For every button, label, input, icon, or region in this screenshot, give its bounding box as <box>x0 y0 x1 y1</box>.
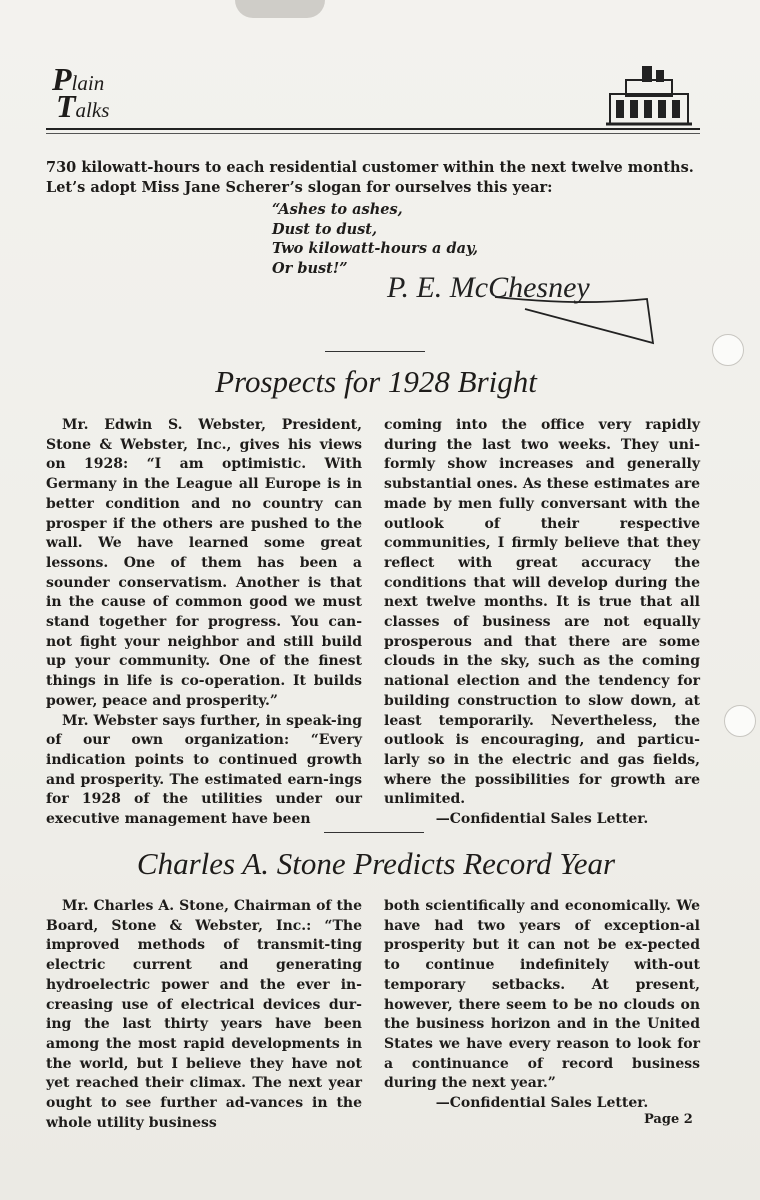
header-rule-thin <box>46 133 700 134</box>
article1-title: Prospects for 1928 Bright <box>215 364 537 399</box>
binder-hole-top <box>712 334 744 366</box>
slogan-verse: “Ashes to ashes, Dust to dust, Two kilowatt-hours a day, Or bust!” <box>272 201 479 277</box>
intro-text: 730 kilowatt-hours to each residential customer within the next twelve months. Let’s adopt Miss Jane Scherer’s slogan for ourselves this year: <box>46 159 694 196</box>
plain-talks-logo: Plain Talks <box>52 61 110 124</box>
page-number: Page 2 <box>644 1112 693 1127</box>
signature <box>385 265 655 345</box>
torn-corner <box>235 0 325 18</box>
article1-left-column: Mr. Edwin S. Webster, President, Stone & Webster, Inc., gives his views on 1928: “I am optimistic. With Germany in the League all Europe is in better condition and no country can prosper if the others are pushed to the wall. We have learned some great lessons. One of them has been a sounder conservatism. Another is that in the cause of common good we must stand together for progress. You can-not fight your neighbor and still build up your community. One of the finest things in life is co-operation. It builds power, peace and prosperity.” Mr. Webster says further, in speak-ing of our own organization: “Every indication points to continued growth and prosperity. The estimated earn-ings for 1928 of the utilities under our executive management have been <box>46 417 362 828</box>
article2-right-column: both scientifically and economically. We have had two years of exception-al prosperity but it can not be ex-pected to continue indefinitely with-out temporary setbacks. At present, however, there seem to be no clouds on the business horizon and in the United States we have every reason to look for a continuance of record business during the next year.” —Confidential Sales Letter. <box>384 897 700 1114</box>
section-divider-1 <box>325 351 425 352</box>
article1-right-column: coming into the office very rapidly during the last two weeks. They uni-formly show increases and generally substantial ones. As these estimates are made by men fully conversant with the outlook of their respective communities, I firmly believe that they reflect with great accuracy the conditions that will develop during the next twelve months. It is true that all classes of business are not equally prosperous and that there are some clouds in the sky, such as the coming national election and the tendency for building construction to slow down, at least temporarily. Nevertheless, the outlook is encouraging, and particu-larly so in the electric and gas fields, where the possibilities for growth are unlimited. —Confidential Sales Letter. <box>384 416 700 830</box>
power-plant-building-icon <box>606 64 692 128</box>
svg-text:P. E. McChesney: P. E. McChesney <box>387 271 590 304</box>
masthead <box>46 61 700 134</box>
article2-title: Charles A. Stone Predicts Record Year <box>136 846 616 881</box>
section-divider-2 <box>324 832 424 833</box>
article1-credit: —Confidential Sales Letter. <box>435 811 649 828</box>
article2-credit: —Confidential Sales Letter. <box>435 1095 649 1112</box>
header-rule <box>46 128 700 130</box>
binder-hole-bottom <box>724 705 756 737</box>
article2-left-column: Mr. Charles A. Stone, Chairman of the Board, Stone & Webster, Inc.: “The improved methods of transmit-ting electric current and generating hydroelectric power and the ever in-creasing use of electrical devices dur-ing the last thirty years have been among the most rapid developments in the world, but I believe they have not yet reached their climax. The next year ought to see further ad-vances in the whole utility business <box>46 898 362 1131</box>
